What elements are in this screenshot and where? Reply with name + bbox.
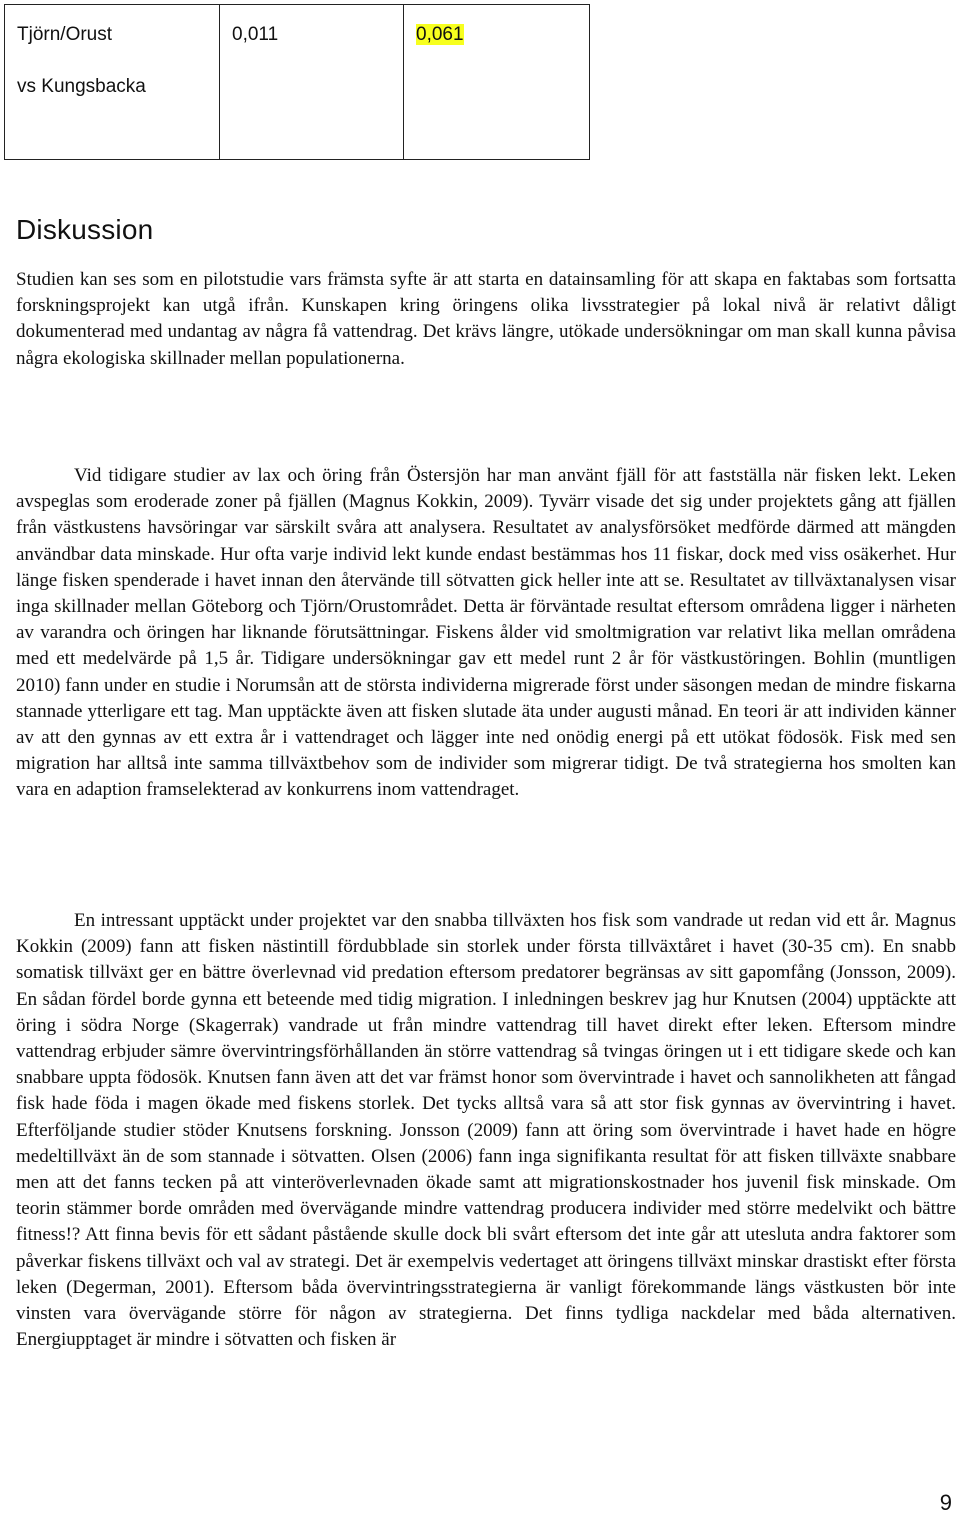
value-cell-2 bbox=[404, 5, 590, 160]
comparison-label-cell bbox=[5, 5, 220, 160]
paragraph-2: Vid tidigare studier av lax och öring från Östersjön har man använt fjäll för att fastställa när fisken lekt. Leken avspeglas som eroderade zoner på fjällen (Magnus Kokkin, 2009). Tyvärr visade det sig under projektets gång att fjällen från västkustens havsöringar var särskilt svåra att analysera. Resultatet av analysförsöket medförde därmed att mängden användbar data minskade. Hur ofta varje individ lekt kunde endast bestämmas hos 11 fiskar, dock med viss osäkerhet. Hur länge fisken spenderade i havet innan den återvände till sötvatten gick heller inte att se. Resultatet av tillväxtanalysen visar inga skillnader mellan Göteborg och Tjörn/Orustområdet. Detta är förväntade resultat eftersom områdena ligger i närheten av varandra och öringen har liknande förutsättningar. Fiskens ålder vid smoltmigration var relativt lika mellan områdena med ett medelvärde på 1,5 år. Tidigare undersökningar gav ett medel runt 2 år för västkustöringen. Bohlin (muntligen 2010) fann under en studie i Norumsån att de största individerna migrerade först under säsongen medan de mindre fiskarna stannade ytterligare ett tag. Man upptäckte även att fisken slutade äta under augusti månad. En teori är att individen känner av att den gynnas av ett extra år i vattendraget och lägger inte ned onödig energi på ett utökat födosök. Fisk med sen migration har alltså inte samma tillväxtbehov som de individer som migrerar tidigt. De två strategierna hos smolten kan vara en adaption framselekterad av konkurrens inom vattendraget. bbox=[16, 465, 956, 801]
section-heading: Diskussion bbox=[16, 214, 154, 245]
result-table bbox=[4, 4, 590, 160]
page-number: 9 bbox=[939, 1490, 952, 1515]
value-2-highlighted: 0,061 bbox=[416, 24, 464, 45]
comparison-label-line1: Tjörn/Orust bbox=[17, 24, 113, 45]
comparison-label-line2: vs Kungsbacka bbox=[17, 76, 146, 97]
value-1: 0,011 bbox=[232, 24, 279, 45]
table-row bbox=[5, 5, 590, 160]
paragraph-1: Studien kan ses som en pilotstudie vars främsta syfte är att starta en datainsamling för att skapa en faktabas som fortsatta forskningsprojekt kan utgå ifrån. Kunskapen kring öringens olika livsstrategier på lokal nivå är relativt dåligt dokumenterad med undantag av några få vattendrag. Det krävs längre, utökade undersökningar om man skall kunna påvisa några ekologiska skillnader mellan populationerna. bbox=[16, 269, 956, 369]
paragraph-3: En intressant upptäckt under projektet var den snabba tillväxten hos fisk som vandrade ut redan vid ett år. Magnus Kokkin (2009) fann att fisken nästintill fördubblade sin storlek under första tillväxtåret i havet (30-35 cm). En snabb somatisk tillväxt ger en bättre överlevnad vid predation eftersom predatorer begränsas av sitt gapomfång (Jonsson, 2009). En sådan fördel borde gynna ett beteende med tidig migration. I inledningen beskrev jag hur Knutsen (2004) upptäckte att öring i södra Norge (Skagerrak) vandrade ut från mindre vattendrag till havet direkt efter leken. Eftersom mindre vattendrag erbjuder sämre övervintringsförhållanden än större vattendrag så tvingas öringen ut i ett tidigare skede och kan snabbare uppta födosök. Knutsen fann även att det var främst honor som övervintrade i havet och sannolikheten att fångad fisk hade föda i magen ökade med fiskens storlek. Det tycks alltså vara så att stor fisk gynnas av övervintring i havet. Efterföljande studier stöder Knutsens forskning. Jonsson (2009) fann att öring som övervintrade i havet hade en högre medeltillväxt än de som stannade i sötvatten. Olsen (2006) fann inga signifikanta resultat för att fisken tillväxte snabbare men att det fanns tecken på att vinteröverlevnaden ökade samt att migrationskostnader hos juvenil fisk minskade. Om teorin stämmer borde områden med övervägande mindre vattendrag producera individer med större medelvikt och bättre fitness!? Att finna bevis för ett sådant påstående skulle dock bli svårt eftersom det inte går att utesluta andra faktorer som påverkar fiskens tillväxt och val av strategi. Det är exempelvis vedertaget att öringens tillväxt minskar drastiskt efter första leken (Degerman, 2001). Eftersom båda övervintringsstrategierna är vanligt förekommande längs västkusten bör inte vinsten vara övervägande större för någon av strategierna. Det finns tydliga nackdelar med båda alternativen. Energiupptaget är mindre i sötvatten och fisken är bbox=[16, 910, 956, 1351]
value-cell-1 bbox=[220, 5, 404, 160]
